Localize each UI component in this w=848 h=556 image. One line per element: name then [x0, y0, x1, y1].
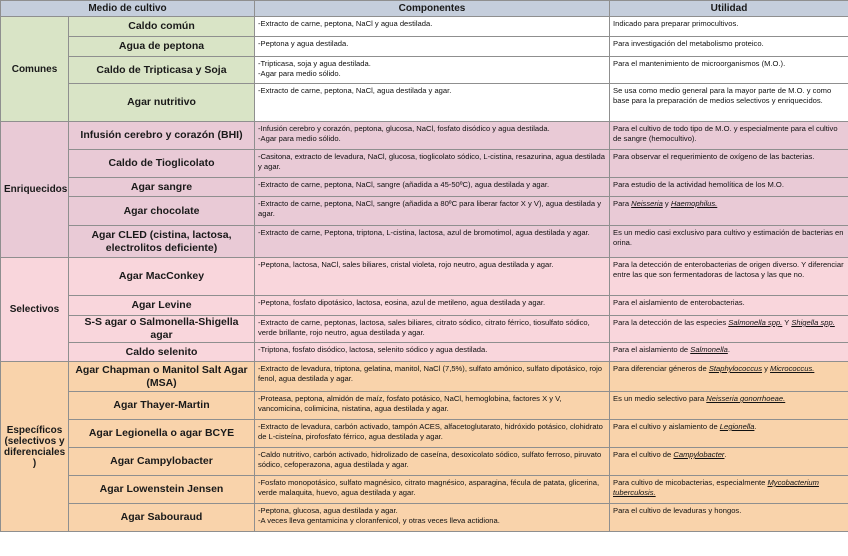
- table-row: [1, 392, 848, 420]
- components-cell: -Fosfato monopotásico, sulfato magnésico, citrato magnésico, asparagina, fécula de patata, glicerina, verde malaquita, huevo, agua destilada y agar.: [255, 476, 610, 504]
- utility-cell: Para el aislamiento de enterobacterias.: [610, 296, 848, 316]
- utility-cell: Para el cultivo de Campylobacter.: [610, 448, 848, 476]
- medium-name: Agar Thayer-Martin: [69, 392, 255, 420]
- components-cell: -Peptona, lactosa, NaCl, sales biliares, cristal violeta, rojo neutro, agua destilada y agar.: [255, 258, 610, 296]
- components-cell: -Peptona, glucosa, agua destilada y agar. -A veces lleva gentamicina y cloranfenicol, y otras veces lleva actidiona.: [255, 504, 610, 532]
- species-name: Campylobacter: [673, 450, 725, 459]
- components-cell: -Extracto de levadura, triptona, gelatina, manitol, NaCl (7,5%), sulfato amónico, sulfato dipotásico, rojo fenol, agua destilada y agar.: [255, 362, 610, 392]
- utility-cell: Para estudio de la actividad hemolítica de los M.O.: [610, 178, 848, 197]
- species-name: Mycobacterium tuberculosis.: [613, 478, 819, 497]
- utility-cell: Para el cultivo y aislamiento de Legionella.: [610, 420, 848, 448]
- table-row: [1, 197, 848, 226]
- utility-cell: Para el cultivo de levaduras y hongos.: [610, 504, 848, 532]
- utility-cell: Para investigación del metabolismo proteico.: [610, 37, 848, 57]
- table-row: [1, 84, 848, 122]
- components-cell: -Extracto de levadura, carbón activado, tampón ACES, alfacetoglutarato, hidróxido potásico, clohidrato de L-cisteína, pirofosfato férrico, agua destilada y agar.: [255, 420, 610, 448]
- medium-name: Agar sangre: [69, 178, 255, 197]
- table-row: [1, 504, 848, 532]
- utility-cell: Para el aislamiento de Salmonella.: [610, 343, 848, 362]
- table-row: [1, 420, 848, 448]
- components-cell: -Extracto de carne, peptonas, lactosa, sales biliares, citrato sódico, citrato férrico, tiosulfato sódico, verde brillante, rojo neutro, agua destilada y agar.: [255, 316, 610, 343]
- medium-name: Caldo de Tripticasa y Soja: [69, 57, 255, 84]
- group-label-enriquecidos: Enriquecidos: [1, 122, 69, 258]
- table-row: [1, 17, 848, 37]
- components-cell: -Extracto de carne, Peptona, triptona, L-cistina, lactosa, azul de bromotimol, agua destilada y agar.: [255, 226, 610, 258]
- species-name: Salmonella: [690, 345, 728, 354]
- table-row: [1, 362, 848, 392]
- components-cell: -Peptona, fosfato dipotásico, lactosa, eosina, azul de metileno, agua destilada y agar.: [255, 296, 610, 316]
- header-row: [1, 1, 848, 17]
- components-cell: -Extracto de carne, peptona, NaCl, sangre (añadida a 45-50ºC), agua destilada y agar.: [255, 178, 610, 197]
- table-row: [1, 296, 848, 316]
- components-cell: -Casitona, extracto de levadura, NaCl, glucosa, tioglicolato sódico, L-cistina, resazurina, agua destilada y agar.: [255, 150, 610, 178]
- medium-name: Agar Sabouraud: [69, 504, 255, 532]
- utility-cell: Es un medio selectivo para Neisseria gonorrhoeae.: [610, 392, 848, 420]
- group-label-selectivos: Selectivos: [1, 258, 69, 362]
- species-name: Shigella spp.: [791, 318, 835, 327]
- medium-name: Agar nutritivo: [69, 84, 255, 122]
- utility-cell: Para observar el requerimiento de oxígeno de las bacterias.: [610, 150, 848, 178]
- utility-cell: Para el cultivo de todo tipo de M.O. y especialmente para el cultivo de sangre (hemocultivo).: [610, 122, 848, 150]
- table-row: [1, 448, 848, 476]
- utility-cell: Para el mantenimiento de microorganismos (M.O.).: [610, 57, 848, 84]
- medium-name: Agar chocolate: [69, 197, 255, 226]
- components-cell: -Extracto de carne, peptona, NaCl, sangre (añadida a 80ºC para liberar factor X y V), agua destilada y agar.: [255, 197, 610, 226]
- species-name: Salmonella spp.: [728, 318, 783, 327]
- table-row: [1, 178, 848, 197]
- medium-name: Agar Legionella o agar BCYE: [69, 420, 255, 448]
- col-header-components: Componentes: [255, 1, 610, 17]
- group-label-especificos: Específicos (selectivos y diferenciales ): [1, 362, 69, 532]
- medium-name: Agar CLED (cistina, lactosa, electrolitos deficiente): [69, 226, 255, 258]
- species-name: Staphylococcus: [708, 364, 763, 373]
- components-cell: -Proteasa, peptona, almidón de maíz, fosfato potásico, NaCl, hemoglobina, factores X y V, vancomicina, colimicina, nistatina, agua destilada y agar.: [255, 392, 610, 420]
- species-name: Legionella: [719, 422, 755, 431]
- components-cell: -Tripticasa, soja y agua destilada. -Agar para medio sólido.: [255, 57, 610, 84]
- medium-name: Caldo común: [69, 17, 255, 37]
- table-row: [1, 150, 848, 178]
- table-row: [1, 258, 848, 296]
- utility-cell: Para Neisseria y Haemophilus.: [610, 197, 848, 226]
- medium-name: Agar Lowenstein Jensen: [69, 476, 255, 504]
- table-row: [1, 476, 848, 504]
- medium-name: S-S agar o Salmonella-Shigella agar: [69, 316, 255, 343]
- components-cell: -Caldo nutritivo, carbón activado, hidrolizado de caseína, desoxicolato sódico, sulfato ferroso, piruvato sódico, cefoperazona, agua destilada y agar.: [255, 448, 610, 476]
- species-name: Micrococcus.: [770, 364, 815, 373]
- species-name: Neisseria gonorrhoeae.: [706, 394, 786, 403]
- components-cell: -Extracto de carne, peptona, NaCl y agua destilada.: [255, 17, 610, 37]
- medium-name: Infusión cerebro y corazón (BHI): [69, 122, 255, 150]
- group-label-comunes: Comunes: [1, 17, 69, 122]
- medium-name: Agar Chapman o Manitol Salt Agar (MSA): [69, 362, 255, 392]
- table-row: [1, 343, 848, 362]
- utility-cell: Se usa como medio general para la mayor parte de M.O. y como base para la preparación de medios selectivos y enriquecidos.: [610, 84, 848, 122]
- components-cell: -Peptona y agua destilada.: [255, 37, 610, 57]
- components-cell: -Extracto de carne, peptona, NaCl, agua destilada y agar.: [255, 84, 610, 122]
- medium-name: Caldo selenito: [69, 343, 255, 362]
- col-header-medium: Medio de cultivo: [1, 1, 255, 17]
- species-name: Haemophilus.: [670, 199, 718, 208]
- table-row: [1, 226, 848, 258]
- medium-name: Agua de peptona: [69, 37, 255, 57]
- medium-name: Agar Levine: [69, 296, 255, 316]
- medium-name: Agar MacConkey: [69, 258, 255, 296]
- utility-cell: Para diferenciar géneros de Staphylococcus y Micrococcus.: [610, 362, 848, 392]
- utility-cell: Es un medio casi exclusivo para cultivo y estimación de bacterias en orina.: [610, 226, 848, 258]
- medium-name: Caldo de Tioglicolato: [69, 150, 255, 178]
- col-header-utility: Utilidad: [610, 1, 848, 17]
- species-name: Neisseria: [631, 199, 663, 208]
- table-row: [1, 122, 848, 150]
- utility-cell: Para cultivo de micobacterias, especialmente Mycobacterium tuberculosis.: [610, 476, 848, 504]
- table-row: [1, 37, 848, 57]
- utility-cell: Indicado para preparar primocultivos.: [610, 17, 848, 37]
- table-row: [1, 316, 848, 343]
- utility-cell: Para la detección de las especies Salmonella spp. Y Shigella spp.: [610, 316, 848, 343]
- utility-cell: Para la detección de enterobacterias de origen diverso. Y diferenciar entre las que son fermentadoras de lactosa y las que no.: [610, 258, 848, 296]
- medium-name: Agar Campylobacter: [69, 448, 255, 476]
- components-cell: -Triptona, fosfato disódico, lactosa, selenito sódico y agua destilada.: [255, 343, 610, 362]
- components-cell: -Infusión cerebro y corazón, peptona, glucosa, NaCl, fosfato disódico y agua destilada. -Agar para medio sólido.: [255, 122, 610, 150]
- table-row: [1, 57, 848, 84]
